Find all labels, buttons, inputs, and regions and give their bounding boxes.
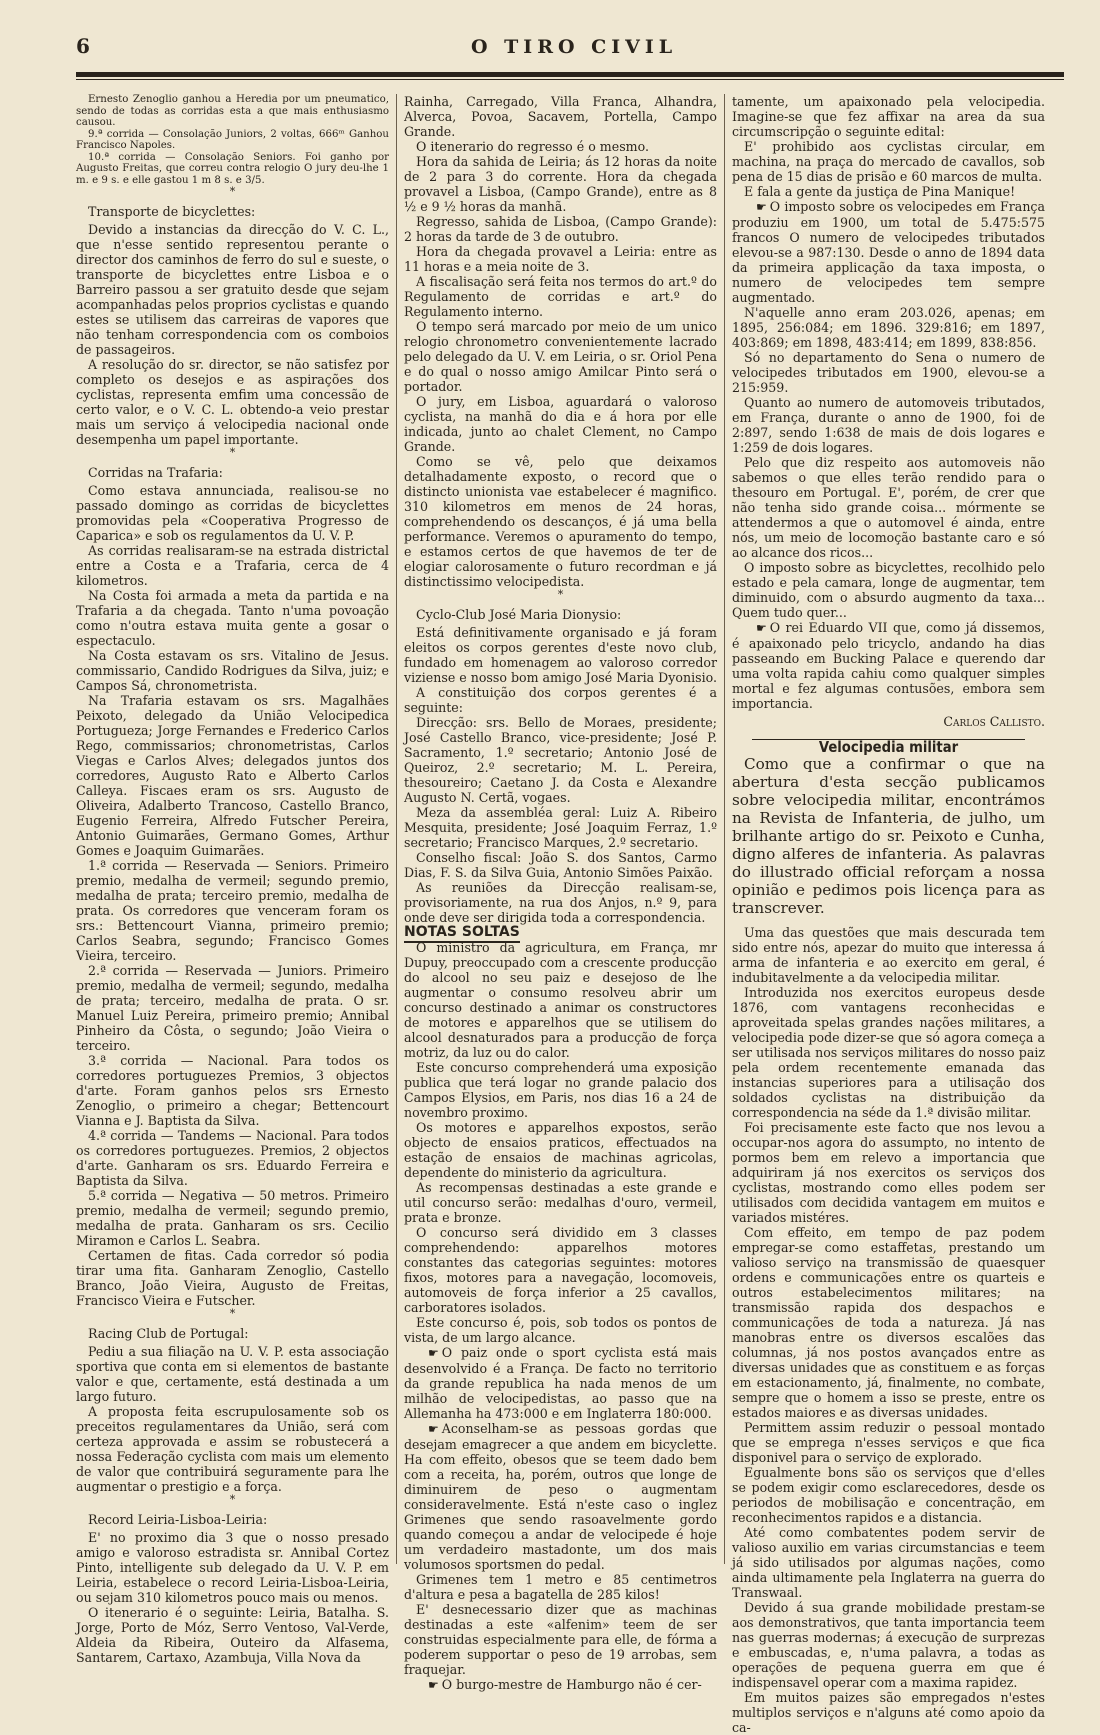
masthead: [76, 34, 1064, 60]
paragraph: Conselho fiscal: João S. dos Santos, Carmo Dias, F. S. da Silva Guia, Antonio Simões Paixão.: [404, 850, 717, 880]
notas-soltas-label: NOTAS SOLTAS: [404, 924, 520, 943]
paragraph-text: O paiz onde o sport cyclista está mais desenvolvido é a França. De facto no territorio da grande republica ha nada menos de um milhão de velocipedistas, ao passo que na Allemanha ha 473:000 e em Inglaterra 180:000.: [404, 1345, 717, 1421]
article-columns: [76, 94, 1064, 1735]
paragraph: Com effeito, em tempo de paz podem empregar-se como estaffetas, prestando um valioso serviço na transmissão de quaesquer ordens e communicações entre os quarteis e outros estabelecimentos militares; na transmissão rapida dos despachos e communicações de toda a natureza. Já nas manobras entre os diversos escalões das columnas, já nos postos avançados entre as diversas unidades que as constituem e as forças em estacionamento, já, finalmente, no combate, sempre que o homem a isso se preste, entre os estados maiores e as diversas unidades.: [732, 1225, 1045, 1420]
paragraph-with-pointer: [732, 620, 1045, 711]
paragraph: Como se vê, pelo que deixamos detalhadamente exposto, o record que o distincto unionista vae estabelecer é magnifico. 310 kilometros em menos de 24 horas, comprehendendo os descanços, é já uma bella performance. Veremos o apuramento do tempo, e estamos certos de que havemos de ter de elogiar calorosamente o futuro recordman e já distinctissimo velocipedista.: [404, 454, 717, 589]
paragraph: Os motores e apparelhos expostos, serão objecto de ensaios praticos, effectuados na estação de ensaios de machinas agricolas, dependente do ministerio da agricultura.: [404, 1120, 717, 1180]
paragraph-with-pointer: [404, 1677, 717, 1693]
section-heading: Corridas na Trafaria:: [88, 465, 223, 480]
paragraph: Este concurso comprehenderá uma exposição publica que terá logar no grande palacio dos Campos Elysios, em Paris, nos dias 16 a 24 de novembro proximo.: [404, 1060, 717, 1120]
paragraph: Ernesto Zenoglio ganhou a Heredia por um pneumatico, sendo de todas as corridas esta a que mais enthusiasmo causou.: [76, 94, 389, 128]
paragraph: O jury, em Lisboa, aguardará o valoroso cyclista, na manhã do dia e á hora por elle indicada, junto ao chalet Clement, no Campo Grande.: [404, 394, 717, 454]
paragraph: Direcção: srs. Bello de Moraes, presidente; José Castello Branco, vice-presidente; José P. Sacramento, 1.º secretario; Antonio José de Queiroz, 2.º secretario; M. L. Pereira, thesoureiro; Caetano J. da Costa e Alexandre Augusto N. Certã, vogaes.: [404, 715, 717, 805]
paragraph: N'aquelle anno eram 203.026, apenas; em 1895, 256:084; em 1896. 329:816; em 1897, 403:869; em 1898, 483:414; em 1899, 838:856.: [732, 305, 1045, 350]
column-1: [76, 94, 389, 1665]
paragraph: Na Trafaria estavam os srs. Magalhães Peixoto, delegado da União Velocipedica Portugueza; Jorge Fernandes e Frederico Carlos Rego, commissarios; chronometristas, Carlos Viegas e Carlos Alves; delegados juntos dos corredores, Augusto Rato e Alberto Carlos Calleya. Fiscaes eram os srs. Augusto de Oliveira, Adalberto Trancoso, Castello Branco, Eugenio Ferreira, Alfredo Futscher Pereira, Antonio Guimarães, Germano Gomes, Arthur Gomes e Joaquim Guimarães.: [76, 693, 389, 858]
paragraph: E' desnecessario dizer que as machinas destinadas a este «alfenim» teem de ser construidas especialmente para elle, de fórma a poderem supportar o peso de 19 arrobas, sem fraquejar.: [404, 1602, 717, 1677]
pointing-hand-icon: ☛: [756, 200, 767, 214]
paragraph-with-pointer: [404, 1345, 717, 1421]
paragraph: Egualmente bons são os serviços que d'elles se podem exigir como esclarecedores, desde os periodos de mobilisação e concentração, em reconhecimentos rapidos e a distancia.: [732, 1465, 1045, 1525]
paragraph: Este concurso é, pois, sob todos os pontos de vista, de um largo alcance.: [404, 1315, 717, 1345]
paragraph: Permittem assim reduzir o pessoal montado que se emprega n'esses serviços e que fica disponivel para o serviço de explorado.: [732, 1420, 1045, 1465]
paragraph: E' prohibido aos cyclistas circular, em machina, na praça do mercado de cavallos, sob pena de 15 dias de prisão e 60 marcos de multa.: [732, 139, 1045, 184]
paragraph: tamente, um apaixonado pela velocipedia. Imagine-se que fez affixar na area da sua circumscripção o seguinte edital:: [732, 94, 1045, 139]
paragraph: Certamen de fitas. Cada corredor só podia tirar uma fita. Ganharam Zenoglio, Castello Branco, João Vieira, Augusto de Freitas, Francisco Vieira e Futscher.: [76, 1248, 389, 1308]
paragraph-text: O burgo-mestre de Hamburgo não é cer-: [441, 1677, 702, 1692]
paragraph: 1.ª corrida — Reservada — Seniors. Primeiro premio, medalha de vermeil; segundo premio, medalha de prata; terceiro premio, medalha de prata. Os corredores que venceram foram os srs.: Bettencourt Vianna, primeiro premio; Carlos Seabra, segundo; Francisco Gomes Vieira, terceiro.: [76, 858, 389, 963]
paragraph: Pediu a sua filiação na U. V. P. esta associação sportiva que conta em si elementos de bastante valor e que, certamente, está destinada a um largo futuro.: [76, 1344, 389, 1404]
section-heading: Cyclo-Club José Maria Dionysio:: [416, 607, 622, 622]
paragraph: E' no proximo dia 3 que o nosso presado amigo e valoroso estradista sr. Annibal Cortez Pinto, intelligente sub delegado da U. V. P. em Leiria, estabelece o record Leiria-Lisboa-Leiria, ou sejam 310 kilometros pouco mais ou menos.: [76, 1530, 389, 1605]
paragraph: O imposto sobre as bicyclettes, recolhido pelo estado e pela camara, longe de augmentar, tem diminuido, com o absurdo augmento da taxa... Quem tudo quer...: [732, 560, 1045, 620]
paragraph: Hora da sahida de Leiria; ás 12 horas da noite de 2 para 3 do corrente. Hora da chegada provavel a Lisboa, (Campo Grande), entre as 8 ½ e 9 ½ horas da manhã.: [404, 154, 717, 214]
pointing-hand-icon: ☛: [428, 1346, 439, 1360]
section-heading-notas-soltas: [404, 925, 717, 940]
paragraph: Na Costa estavam os srs. Vitalino de Jesus. commissario, Candido Rodrigues da Silva, juiz; e Campos Sá, chronometrista.: [76, 648, 389, 693]
paragraph: 10.ª corrida — Consolação Seniors. Foi ganho por Augusto Freitas, que correu contra relogio O jury deu-lhe 1 m. e 9 s. e elle gastou 1 m 8 s. e 3/5.: [76, 151, 389, 186]
pointing-hand-icon: ☛: [428, 1678, 439, 1692]
paragraph: O concurso será dividido em 3 classes comprehendendo: apparelhos motores constantes das categorias seguintes: motores fixos, motores para a navegação, locomoveis, automoveis de força inferior a 25 cavallos, carboratores isolados.: [404, 1225, 717, 1315]
paragraph: As reuniões da Direcção realisam-se, provisoriamente, na rua dos Anjos, n.º 9, para onde deve ser dirigida toda a correspondencia.: [404, 880, 717, 925]
paragraph: Regresso, sahida de Lisboa, (Campo Grande): 2 horas da tarde de 3 de outubro.: [404, 214, 717, 244]
column-3: [732, 94, 1045, 1735]
paragraph-text: O imposto sobre os velocipedes em França produziu em 1900, um total de 5.475:575 francos O numero de velocipedes tributados elevou-se a 987:130. Desde o anno de 1894 data da primeira applicação da taxa imposta, o numero de velocipedes tem sempre augmentado.: [732, 199, 1045, 305]
paragraph: O tempo será marcado por meio de um unico relogio chronometro convenientemente lacrado pelo delegado da U. V. em Leiria, o sr. Oriol Pena e do qual o nosso amigo Amilcar Pinto será o portador.: [404, 319, 717, 394]
paragraph: 5.ª corrida — Negativa — 50 metros. Primeiro premio, medalha de vermeil; segundo premio, medalha de prata. Ganharam os srs. Cecilio Miramon e Carlos L. Seabra.: [76, 1188, 389, 1248]
page-number: 6: [76, 34, 90, 58]
paragraph: Meza da assembléa geral: Luiz A. Ribeiro Mesquita, presidente; José Joaquim Ferraz, 1.º secretario; Francisco Marques, 2.º secretario.: [404, 805, 717, 850]
section-separator: *: [229, 185, 236, 198]
section-heading: Racing Club de Portugal:: [88, 1326, 249, 1341]
section-heading: Transporte de bicyclettes:: [88, 204, 256, 219]
paragraph: O itenerario é o seguinte: Leiria, Batalha. S. Jorge, Porto de Móz, Serro Ventoso, Val-Verde, Aldeia da Ribeira, Outeiro da Alfasema, Santarem, Cartaxo, Azambuja, Villa Nova da: [76, 1605, 389, 1665]
newspaper-title: O TIRO CIVIL: [471, 36, 678, 58]
section-heading: Record Leiria-Lisboa-Leiria:: [88, 1512, 268, 1527]
paragraph: Devido a instancias da direcção do V. C. L., que n'esse sentido representou perante o director dos caminhos de ferro do sul e sueste, o transporte de bicyclettes entre Lisboa e o Barreiro passou a ser gratuito desde que sejam acompanhadas pelos proprios cyclistas e quando estes se utilisem das carreiras de vapores que não tenham correspondencia com os comboios de passageiros.: [76, 222, 389, 357]
paragraph: Na Costa foi armada a meta da partida e na Trafaria a da chegada. Tanto n'uma povoação como n'outra estava muita gente a gosar o espectaculo.: [76, 588, 389, 648]
paragraph: Pelo que diz respeito aos automoveis não sabemos o que elles terão rendido para o thesouro em Portugal. E', porém, de crer que não tenha sido grande coisa... mórmente se attendermos a que o automovel é ainda, entre nós, um meio de locomoção bastante caro e só ao alcance dos ricos...: [732, 455, 1045, 560]
paragraph: Devido á sua grande mobilidade prestam-se aos demonstrativos, que tanta importancia teem nas guerras modernas; á execução de surprezas e embuscadas, e, n'uma palavra, a todas as operações de pequena guerra em que é indispensavel operar com a maxima rapidez.: [732, 1600, 1045, 1690]
pointing-hand-icon: ☛: [428, 1422, 439, 1436]
paragraph: Quanto ao numero de automoveis tributados, em França, durante o anno de 1900, foi de 2:897, sendo 1:638 de mais de dois logares e 1:259 de dois logares.: [732, 395, 1045, 455]
paragraph: Hora da chegada provavel a Leiria: entre as 11 horas e a meia noite de 3.: [404, 244, 717, 274]
paragraph: O itenerario do regresso é o mesmo.: [416, 139, 649, 154]
paragraph: Introduzida nos exercitos europeus desde 1876, com vantagens reconhecidas e aproveitada spelas grandes nações militares, a velocipedia pode dizer-se que só agora começa a ser utilisada nos serviços militares do nosso paiz pela ordem recentemente emanada das instancias superiores para a utilisação dos soldados cyclistas na distribuição da correspondencia na séde da 1.ª divisão militar.: [732, 985, 1045, 1120]
section-separator: *: [229, 446, 236, 459]
article-title: Velocipedia militar: [818, 738, 959, 756]
paragraph-text: Aconselham-se as pessoas gordas que desejam emagrecer a que andem em bicyclette. Ha com effeito, obesos que se teem dado bem com a receita, ha, porém, outros que longe de diminuirem de peso o augmentam consideravelmente. Está n'este caso o inglez Grimenes que sendo rasoavelmente gordo quando começou a andar de velocipede é hoje um verdadeiro mastadonte, um dos mais volumosos sportsmen do pedal.: [404, 1421, 717, 1572]
column-divider: [396, 94, 397, 1564]
paragraph: 3.ª corrida — Nacional. Para todos os corredores portuguezes Premios, 3 objectos d'arte. Foram ganhos pelos srs Ernesto Zenoglio, o primeiro a chegar; Bettencourt Vianna e J. Baptista da Silva.: [76, 1053, 389, 1128]
paragraph: Como estava annunciada, realisou-se no passado domingo as corridas de bicyclettes promovidas pela «Cooperativa Progresso de Caparica» e sob os regulamentos da U. V. P.: [76, 483, 389, 543]
section-separator: *: [229, 1493, 236, 1506]
paragraph: Até como combatentes podem servir de valioso auxilio em varias circumstancias e teem já sido utilisados por algumas nações, como ainda ultimamente pela Inglaterra na guerra do Transwaal.: [732, 1525, 1045, 1600]
paragraph-text: O rei Eduardo VII que, como já dissemos, é apaixonado pelo tricyclo, andando ha dias passeando em Bucking Palace e querendo dar uma volta rapida cahiu como qualquer simples mortal e fez algumas contusões, embora sem importancia.: [732, 620, 1045, 711]
paragraph: O ministro da agricultura, em França, mr Dupuy, preoccupado com a crescente producção do alcool no seu paiz e desejoso de lhe augmentar o consumo resolveu abrir um concurso destinado a animar os constructores de motores e apparelhos que se utilisem do alcool desnaturados para a producção de força motriz, da luz ou do calor.: [404, 940, 717, 1060]
paragraph-with-pointer: [404, 1421, 717, 1572]
paragraph: A proposta feita escrupulosamente sob os preceitos regulamentares da União, será com certeza approvada e assim se robustecerá a nossa Federação cyclista com mais um elemento de valor que contribuirá seguramente para lhe augmentar o prestigio e a força.: [76, 1404, 389, 1494]
paragraph-with-pointer: [732, 199, 1045, 305]
paragraph: Em muitos paizes são empregados n'estes multiplos serviços e n'alguns até como apoio da ca-: [732, 1690, 1045, 1735]
section-separator: *: [557, 588, 564, 601]
paragraph: 4.ª corrida — Tandems — Nacional. Para todos os corredores portuguezes. Premios, 2 objectos d'arte. Ganharam os srs. Eduardo Ferreira e Baptista da Silva.: [76, 1128, 389, 1188]
column-2: [404, 94, 717, 1692]
paragraph: As recompensas destinadas a este grande e util concurso serão: medalhas d'ouro, vermeil, prata e bronze.: [404, 1180, 717, 1225]
paragraph: E fala a gente da justiça de Pina Manique!: [744, 184, 1016, 199]
paragraph: Está definitivamente organisado e já foram eleitos os corpos gerentes d'este novo club, fundado em homenagem ao valoroso corredor viziense e nosso bom amigo José Maria Dyonisio.: [404, 625, 717, 685]
paragraph: A resolução do sr. director, se não satisfez por completo os desejos e as aspirações dos cyclistas, representa emfim uma concessão de certo valor, e o V. C. L. obtendo-a veio prestar mais um serviço á velocipedia nacional onde desempenha um papel importante.: [76, 357, 389, 447]
paragraph: A constituição dos corpos gerentes é a seguinte:: [404, 685, 717, 715]
masthead-rule: [76, 72, 1064, 80]
paragraph: Só no departamento do Sena o numero de velocipedes tributados em 1900, elevou-se a 215:959.: [732, 350, 1045, 395]
paragraph: Rainha, Carregado, Villa Franca, Alhandra, Alverca, Povoa, Sacavem, Portella, Campo Grande.: [404, 94, 717, 139]
paragraph: Grimenes tem 1 metro e 85 centimetros d'altura e pesa a bagatella de 285 kilos!: [404, 1572, 717, 1602]
paragraph: Uma das questões que mais descurada tem sido entre nós, apezar do muito que interessa á arma de infanteria e ao exercito em geral, é indubitavelmente a da velocipedia militar.: [732, 925, 1045, 985]
paragraph: 9.ª corrida — Consolação Juniors, 2 voltas, 666ᵐ Ganhou Francisco Napoles.: [76, 128, 389, 151]
author-signature: Carlos Callisto.: [943, 714, 1045, 729]
paragraph: As corridas realisaram-se na estrada districtal entre a Costa e a Trafaria, cerca de 4 kilometros.: [76, 543, 389, 588]
paragraph: A fiscalisação será feita nos termos do art.º do Regulamento de corridas e art.º do Regulamento interno.: [404, 274, 717, 319]
paragraph: 2.ª corrida — Reservada — Juniors. Primeiro premio, medalha de vermeil; segundo, medalha de prata; terceiro, medalha de prata. O sr. Manuel Luiz Pereira, primeiro premio; Annibal Pinheiro da Côsta, o segundo; João Vieira o terceiro.: [76, 963, 389, 1053]
section-separator: *: [229, 1307, 236, 1320]
column-divider: [724, 94, 725, 1564]
paragraph: Foi precisamente este facto que nos levou a occupar-nos agora do assumpto, no intento de pormos bem em relevo a importancia que adquiriram já nos exercitos os serviços dos cyclistas, mostrando como elles podem ser utilisados com decidida vantagem em muitos e variados mistéres.: [732, 1120, 1045, 1225]
lead-paragraph: Como que a confirmar o que na abertura d'esta secção publicamos sobre velocipedia militar, encontrámos na Revista de Infanteria, de julho, um brilhante artigo do sr. Peixoto e Cunha, digno alferes de infanteria. As palavras do illustrado official reforçam a nossa opinião e pedimos pois licença para as transcrever.: [732, 755, 1045, 917]
pointing-hand-icon: ☛: [756, 621, 767, 635]
